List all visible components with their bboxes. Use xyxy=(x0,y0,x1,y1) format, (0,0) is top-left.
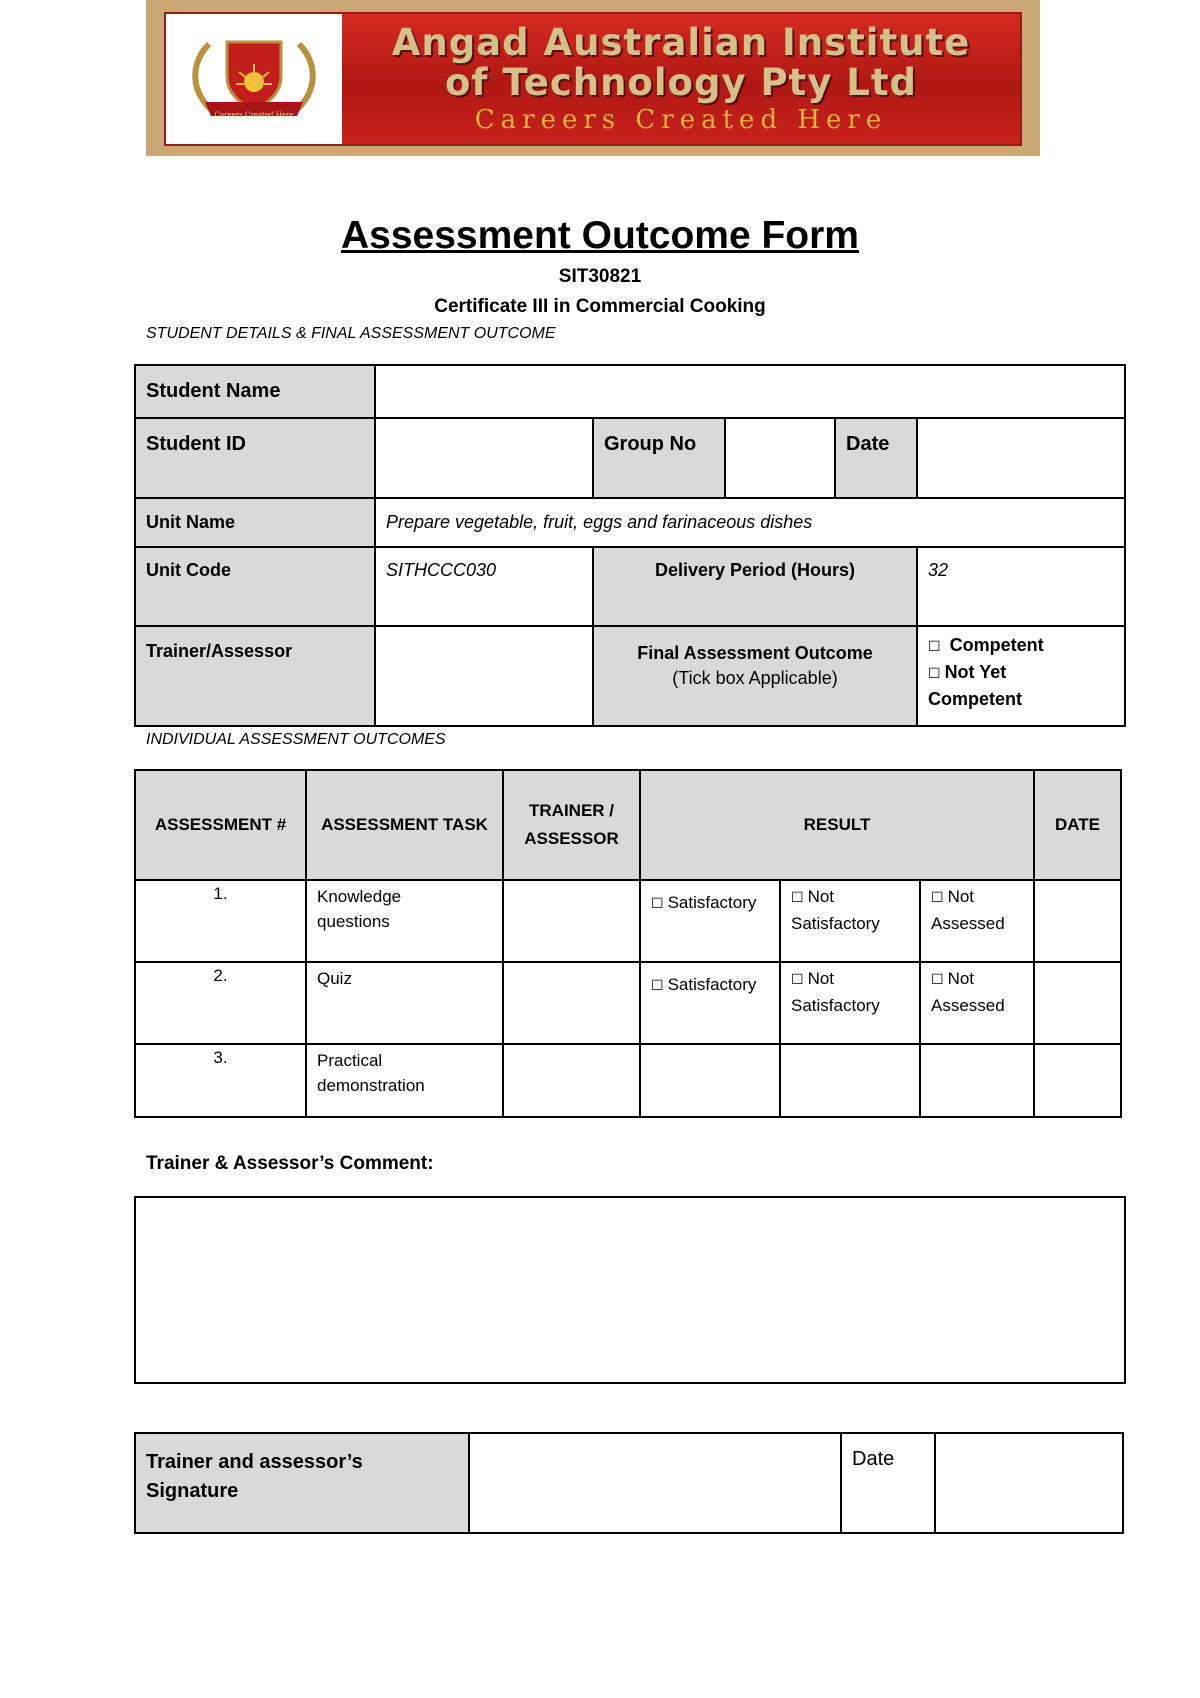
row-1-not-ass-line1: Not xyxy=(947,887,975,906)
row-2-satisfactory[interactable] xyxy=(640,962,780,1044)
header-trainer-assessor xyxy=(503,770,640,880)
row-2-not-satisfactory[interactable] xyxy=(780,962,920,1044)
row-2-not-sat-line1: Not xyxy=(807,969,835,988)
row-1-trainer-field[interactable] xyxy=(503,880,640,962)
checkbox-icon[interactable]: ☐ xyxy=(791,972,804,988)
row-3-not-assessed[interactable] xyxy=(920,1044,1034,1117)
row-2-trainer-field[interactable] xyxy=(503,962,640,1044)
checkbox-icon[interactable]: ☐ xyxy=(928,639,941,655)
row-3-satisfactory[interactable] xyxy=(640,1044,780,1117)
signature-field[interactable] xyxy=(469,1433,841,1533)
delivery-period-label: Delivery Period (Hours) xyxy=(593,547,917,626)
row-3-not-satisfactory[interactable] xyxy=(780,1044,920,1117)
final-outcome-label: Final Assessment Outcome xyxy=(637,643,873,663)
outcomes-header-row xyxy=(135,770,1121,880)
institute-name-line1: Angad Australian Institute xyxy=(391,21,971,64)
signature-label-line2: Signature xyxy=(146,1480,239,1502)
date-field[interactable] xyxy=(917,418,1125,498)
row-1-not-satisfactory[interactable] xyxy=(780,880,920,962)
checkbox-icon[interactable]: ☐ xyxy=(931,890,944,906)
row-2-number: 2. xyxy=(135,962,306,1044)
option-competent[interactable] xyxy=(928,633,1114,660)
final-outcome-sub: (Tick box Applicable) xyxy=(672,668,838,688)
logo-name: ANGAD xyxy=(232,29,276,42)
institute-banner xyxy=(146,0,1040,156)
row-2-not-assessed[interactable] xyxy=(920,962,1034,1044)
student-id-field[interactable] xyxy=(375,418,593,498)
row-1-task-line1: Knowledge xyxy=(317,887,402,906)
institute-tagline: Careers Created Here xyxy=(474,105,888,135)
signature-row xyxy=(135,1433,1123,1533)
header-assessment-task: ASSESSMENT TASK xyxy=(306,770,503,880)
institute-name-line2: of Technology Pty Ltd xyxy=(445,61,917,104)
unit-name-value: Prepare vegetable, fruit, eggs and farinaceous dishes xyxy=(375,498,1125,547)
signature-date-label: Date xyxy=(841,1433,935,1533)
comment-box[interactable] xyxy=(134,1196,1126,1384)
row-1-number: 1. xyxy=(135,880,306,962)
final-outcome-options xyxy=(917,626,1125,726)
row-2-date-field[interactable] xyxy=(1034,962,1121,1044)
institute-logo xyxy=(166,14,342,144)
form-title: Assessment Outcome Form xyxy=(341,214,859,257)
checkbox-icon[interactable]: ☐ xyxy=(651,896,664,912)
student-name-field[interactable] xyxy=(375,365,1125,418)
row-1-not-sat-line2: Satisfactory xyxy=(791,914,880,933)
header-trainer-line2: ASSESSOR xyxy=(524,829,619,848)
outcome-row-3 xyxy=(135,1044,1121,1117)
student-name-label: Student Name xyxy=(135,365,375,418)
checkbox-icon[interactable]: ☐ xyxy=(928,666,941,682)
row-1-not-ass-line2: Assessed xyxy=(931,914,1005,933)
signature-label-line1: Trainer and assessor’s xyxy=(146,1451,363,1473)
comment-label: Trainer & Assessor’s Comment: xyxy=(146,1153,434,1174)
row-3-number: 3. xyxy=(135,1044,306,1117)
section-label-student-details: STUDENT DETAILS & FINAL ASSESSMENT OUTCOME xyxy=(146,325,556,342)
row-1-satisfactory-label: Satisfactory xyxy=(667,893,757,912)
banner-text xyxy=(342,14,1020,144)
unit-name-label: Unit Name xyxy=(135,498,375,547)
row-2-task xyxy=(306,962,503,1044)
row-3-date-field[interactable] xyxy=(1034,1044,1121,1117)
header-trainer-line1: TRAINER / xyxy=(529,801,614,820)
group-no-field[interactable] xyxy=(725,418,835,498)
header-date: DATE xyxy=(1034,770,1121,880)
row-2-satisfactory-label: Satisfactory xyxy=(667,975,757,994)
header-assessment-no: ASSESSMENT # xyxy=(135,770,306,880)
row-3-task-line2: demonstration xyxy=(317,1076,425,1095)
unit-name-row xyxy=(135,498,1125,547)
row-3-trainer-field[interactable] xyxy=(503,1044,640,1117)
delivery-period-value: 32 xyxy=(917,547,1125,626)
section-label-individual-outcomes: INDIVIDUAL ASSESSMENT OUTCOMES xyxy=(146,731,446,748)
row-1-date-field[interactable] xyxy=(1034,880,1121,962)
group-no-label: Group No xyxy=(593,418,725,498)
individual-outcomes-table xyxy=(134,769,1122,1118)
logo-ribbon: Careers Created Here xyxy=(214,111,294,119)
trainer-row xyxy=(135,626,1125,726)
signature-date-field[interactable] xyxy=(935,1433,1123,1533)
student-id-label: Student ID xyxy=(135,418,375,498)
qualification-title: Certificate III in Commercial Cooking xyxy=(434,296,766,317)
checkbox-icon[interactable]: ☐ xyxy=(931,972,944,988)
outcome-row-2 xyxy=(135,962,1121,1044)
unit-code-row xyxy=(135,547,1125,626)
row-1-task xyxy=(306,880,503,962)
signature-table xyxy=(134,1432,1124,1534)
row-3-task xyxy=(306,1044,503,1117)
row-1-satisfactory[interactable] xyxy=(640,880,780,962)
option-not-yet-label: Not Yet xyxy=(944,662,1007,682)
banner-inner xyxy=(164,12,1022,146)
row-2-not-ass-line1: Not xyxy=(947,969,975,988)
qualification-code: SIT30821 xyxy=(558,266,642,287)
student-name-row xyxy=(135,365,1125,418)
unit-code-label: Unit Code xyxy=(135,547,375,626)
checkbox-icon[interactable]: ☐ xyxy=(651,978,664,994)
option-not-yet-competent-line2: Competent xyxy=(928,689,1022,709)
header-result: RESULT xyxy=(640,770,1034,880)
student-details-table xyxy=(134,364,1126,727)
row-2-not-sat-line2: Satisfactory xyxy=(791,996,880,1015)
checkbox-icon[interactable]: ☐ xyxy=(791,890,804,906)
row-3-task-line1: Practical xyxy=(317,1051,383,1070)
row-1-not-sat-line1: Not xyxy=(807,887,835,906)
row-2-task-line1: Quiz xyxy=(317,969,352,988)
unit-code-value: SITHCCC030 xyxy=(375,547,593,626)
outcome-row-1 xyxy=(135,880,1121,962)
row-1-not-assessed[interactable] xyxy=(920,880,1034,962)
student-id-row xyxy=(135,418,1125,498)
trainer-assessor-field[interactable] xyxy=(375,626,593,726)
row-2-not-ass-line2: Assessed xyxy=(931,996,1005,1015)
row-1-task-line2: questions xyxy=(317,912,390,931)
option-competent-label: Competent xyxy=(949,635,1044,655)
date-label: Date xyxy=(835,418,917,498)
final-outcome-cell xyxy=(593,626,917,726)
trainer-assessor-label: Trainer/Assessor xyxy=(135,626,375,726)
option-not-yet-competent[interactable] xyxy=(928,660,1114,687)
signature-label xyxy=(135,1433,469,1533)
